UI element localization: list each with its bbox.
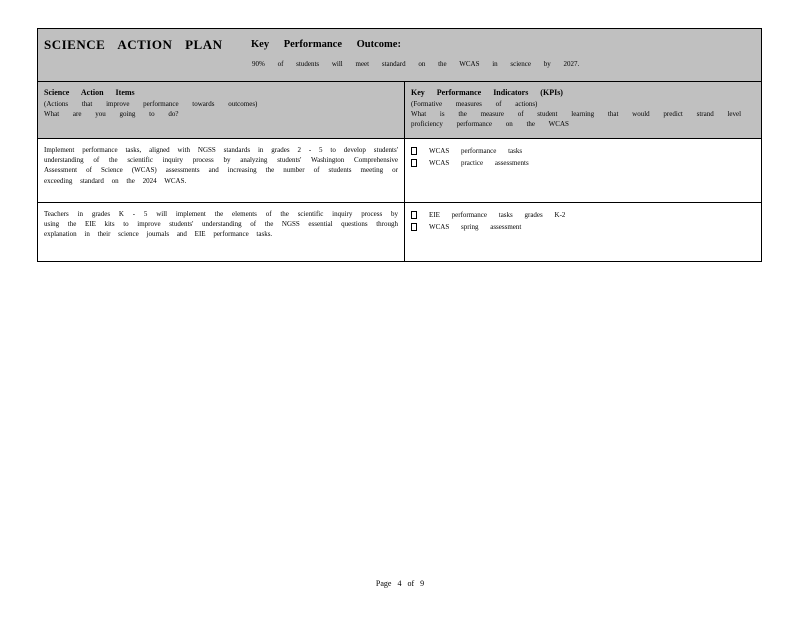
- action-items-header: [38, 82, 405, 138]
- table-row: [38, 139, 761, 203]
- kpi-cell: [405, 139, 761, 202]
- kpi-cell: [405, 203, 761, 261]
- kpi-header: [405, 82, 761, 138]
- square-bullet-icon: [411, 223, 417, 231]
- action-items-question: What are you going to do?: [44, 110, 179, 118]
- kpi-list-item: [411, 157, 755, 169]
- square-bullet-icon: [411, 211, 417, 219]
- page-number: Page 4 of 9: [375, 579, 425, 588]
- action-item-cell: [38, 203, 405, 261]
- square-bullet-icon: [411, 159, 417, 167]
- kpi-text: WCAS spring assessment: [429, 223, 522, 231]
- action-item-cell: [38, 139, 405, 202]
- kpi-list: [411, 145, 755, 169]
- column-header-row: [38, 82, 761, 139]
- key-performance-outcome-text: 90% of students will meet standard on the WCAS in science by 2027.: [252, 60, 580, 68]
- kpi-list: [411, 209, 755, 233]
- action-item-text: Teachers in grades K - 5 will implement the elements of the scientific inquiry process by using the EIE kits to improve students' understanding of the NGSS essential questions through explanation in their science journals and EIE performance tasks.: [44, 210, 398, 239]
- square-bullet-icon: [411, 147, 417, 155]
- kpi-text: EIE performance tasks grades K-2: [429, 211, 566, 219]
- action-items-title: Science Action Items: [44, 88, 135, 97]
- table-row: [38, 203, 761, 261]
- kpi-text: WCAS practice assessments: [429, 159, 529, 167]
- document-title: SCIENCE ACTION PLAN: [44, 37, 223, 52]
- key-performance-outcome-label: Key Performance Outcome:: [251, 39, 401, 50]
- kpi-list-item: [411, 221, 755, 233]
- kpi-title: Key Performance Indicators (KPIs): [411, 88, 563, 97]
- kpi-list-item: [411, 209, 755, 221]
- kpi-question: What is the measure of student learning that would predict strand level proficiency performance on the WCAS: [411, 110, 742, 128]
- title-bar: [38, 29, 761, 82]
- science-action-plan-table: [37, 28, 762, 262]
- action-items-subtitle: (Actions that improve performance towards outcomes): [44, 100, 258, 108]
- action-item-text: Implement performance tasks, aligned with NGSS standards in grades 2 - 5 to develop students' understanding of the scientific inquiry process by analyzing students' Washington Comprehensive Assessment of Science (WCAS) assessments and increasing the number of students meeting or exceeding standard on the 2024 WCAS.: [44, 146, 398, 185]
- kpi-list-item: [411, 145, 755, 157]
- kpi-text: WCAS performance tasks: [429, 147, 523, 155]
- kpi-subtitle: (Formative measures of actions): [411, 100, 538, 108]
